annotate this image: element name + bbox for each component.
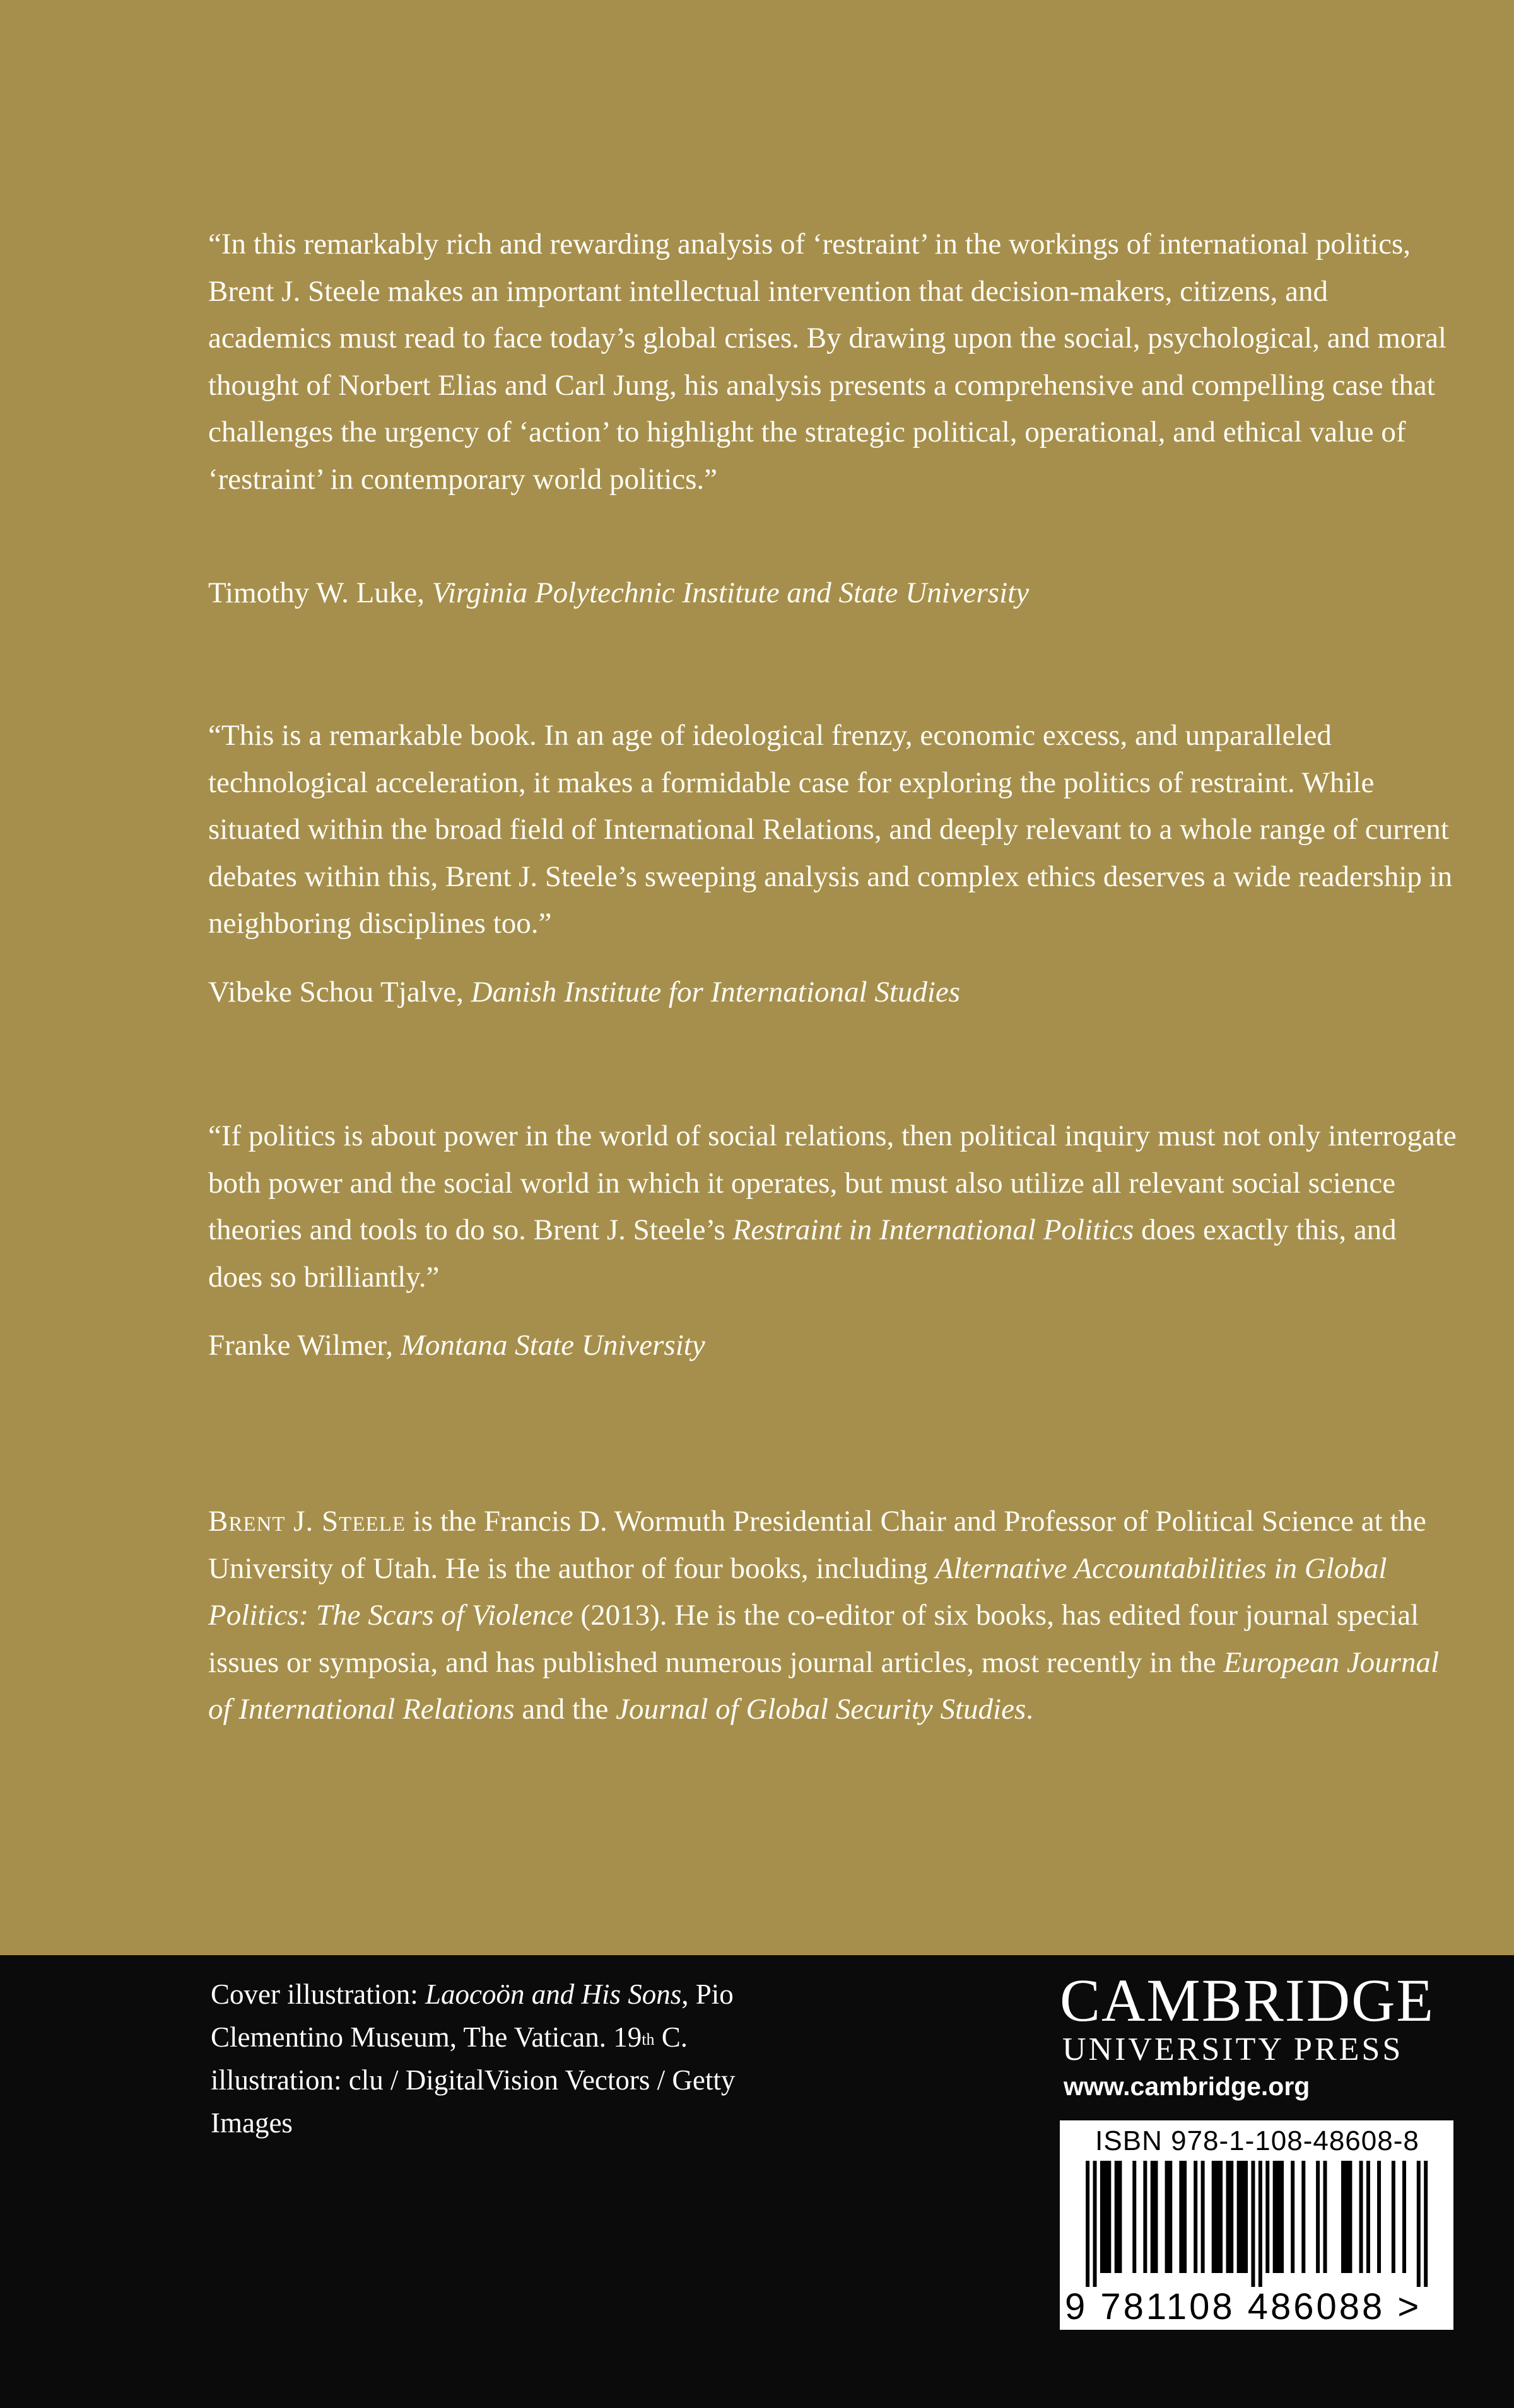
barcode-bar bbox=[1280, 2161, 1284, 2273]
book-title: Restraint in International Politics bbox=[732, 1213, 1134, 1246]
barcode-bars bbox=[1075, 2161, 1438, 2287]
barcode-digits: 9 781108 486088 > bbox=[1065, 2286, 1422, 2327]
barcode-bar bbox=[1359, 2161, 1363, 2273]
barcode-bar bbox=[1417, 2161, 1421, 2287]
barcode-bar bbox=[1291, 2161, 1294, 2273]
barcode-bar bbox=[1237, 2161, 1241, 2273]
barcode-bar bbox=[1183, 2161, 1187, 2273]
barcode-bar bbox=[1104, 2161, 1108, 2273]
endorsement-attribution-3 bbox=[208, 1328, 705, 1362]
book-title: Alternative Accountabilities in Global Politics: The Scars of Violence bbox=[208, 1552, 1387, 1632]
barcode-bar bbox=[1377, 2161, 1381, 2273]
barcode-bar bbox=[1212, 2161, 1216, 2273]
endorsement-quote-1 bbox=[208, 221, 1457, 503]
isbn-label: ISBN 978-1-108-48608-8 bbox=[1095, 2125, 1419, 2156]
barcode-bar bbox=[1179, 2161, 1183, 2273]
barcode-bar bbox=[1273, 2161, 1277, 2273]
endorsement-quote-2 bbox=[208, 712, 1457, 947]
endorser-name: Franke Wilmer, bbox=[208, 1329, 401, 1362]
quote-text: “In this remarkably rich and rewarding analysis of ‘restraint’ in the workings of international politics, Brent J. Steele makes an important intellectual intervention that decision-makers, citizens, and academics must read to face today’s global crises. By drawing upon the social, psychological, and moral thought of Norbert Elias and Carl Jung, his analysis presents a comprehensive and compelling case that challenges the urgency of ‘action’ to highlight the strategic political, operational, and ethical value of ‘restraint’ in contemporary world politics.” bbox=[208, 228, 1447, 496]
barcode-bar bbox=[1154, 2161, 1158, 2273]
journal-title: Journal of Global Security Studies bbox=[616, 1693, 1026, 1726]
barcode-bar bbox=[1118, 2161, 1122, 2273]
barcode-bar bbox=[1229, 2161, 1233, 2273]
quote-text: “This is a remarkable book. In an age of ideological frenzy, economic excess, and unparalleled technological acceleration, it makes a formidable case for exploring the politics of restraint. While situated within the broad field of International Relations, and deeply relevant to a whole range of current debates within this, Brent J. Steele’s sweeping analysis and complex ethics deserves a wide readership in neighboring disciplines too.” bbox=[208, 719, 1453, 940]
barcode-bar bbox=[1215, 2161, 1219, 2273]
quote-text: “If politics is about power in the world of social relations, then political inquiry must not only interrogate both power and the social world in which it operates, but must also utilize all relevant social science theories and tools to do so. Brent J. Steele’s Restraint in International Politics does exactly this, and does so brilliantly.” bbox=[208, 1119, 1457, 1294]
barcode-bar bbox=[1366, 2161, 1370, 2273]
barcode-bar bbox=[1115, 2161, 1118, 2273]
barcode-bar bbox=[1323, 2161, 1327, 2273]
author-name: Brent J. Steele bbox=[208, 1505, 406, 1538]
artwork-title: Laocoön and His Sons bbox=[425, 1978, 682, 2010]
barcode-bar bbox=[1107, 2161, 1111, 2273]
barcode-bar bbox=[1093, 2161, 1097, 2287]
barcode-bar bbox=[1194, 2161, 1197, 2273]
isbn-barcode bbox=[1060, 2120, 1453, 2330]
endorser-institution: Danish Institute for International Studies bbox=[471, 976, 961, 1008]
endorser-name: Vibeke Schou Tjalve, bbox=[208, 976, 471, 1008]
barcode-bar bbox=[1226, 2161, 1230, 2273]
publisher-website: www.cambridge.org bbox=[1064, 2072, 1310, 2101]
barcode-bar bbox=[1341, 2161, 1345, 2273]
barcode-bar bbox=[1402, 2161, 1406, 2273]
endorsement-attribution-2 bbox=[208, 975, 960, 1009]
endorsement-quote-3 bbox=[208, 1113, 1457, 1300]
barcode-bar bbox=[1276, 2161, 1280, 2273]
author-bio: Brent J. Steele is the Francis D. Wormuth Presidential Chair and Professor of Political Science at the University of Utah. He is the author of four books, including Alternative Accountabilities in Global Politics: The Scars of Violence (2013). He is the co-editor of six books, has edited four journal special issues or symposia, and has published numerous journal articles, most recently in the European Journal of International Relations and the Journal of Global Security Studies. bbox=[208, 1505, 1440, 1726]
barcode-bar bbox=[1348, 2161, 1352, 2273]
barcode-bar bbox=[1345, 2161, 1349, 2273]
barcode-bar bbox=[1132, 2161, 1136, 2273]
barcode-bar bbox=[1244, 2161, 1248, 2273]
endorsement-attribution-1 bbox=[208, 576, 1029, 610]
barcode-bar bbox=[1301, 2161, 1305, 2273]
publisher-logo-subtitle: UNIVERSITY PRESS bbox=[1062, 2031, 1404, 2067]
barcode-bar bbox=[1086, 2161, 1089, 2287]
endorser-name: Timothy W. Luke, bbox=[208, 576, 432, 609]
barcode-bar bbox=[1240, 2161, 1244, 2273]
cover-illustration-credit: Cover illustration: Laocoön and His Sons, Pio Clementino Museum, The Vatican. 19th C. illustration: clu / DigitalVision Vectors / Getty Images bbox=[211, 1978, 736, 2139]
barcode-bar bbox=[1316, 2161, 1320, 2273]
endorser-institution: Montana State University bbox=[400, 1329, 705, 1362]
publisher-logo-name: CAMBRIDGE bbox=[1060, 1967, 1435, 2034]
barcode-bar bbox=[1201, 2161, 1205, 2273]
barcode-bar bbox=[1259, 2161, 1262, 2287]
barcode-bar bbox=[1143, 2161, 1147, 2273]
barcode-bar bbox=[1265, 2161, 1269, 2273]
endorser-institution: Virginia Polytechnic Institute and State University bbox=[431, 576, 1030, 609]
barcode-bar bbox=[1251, 2161, 1255, 2287]
barcode-bar bbox=[1219, 2161, 1223, 2273]
barcode-bar bbox=[1392, 2161, 1395, 2273]
barcode-bar bbox=[1100, 2161, 1104, 2273]
journal-title: European Journal of International Relations bbox=[208, 1645, 1440, 1726]
barcode-bar bbox=[1151, 2161, 1154, 2273]
barcode-bar bbox=[1424, 2161, 1428, 2287]
barcode-bar bbox=[1165, 2161, 1169, 2273]
barcode-bar bbox=[1168, 2161, 1172, 2273]
